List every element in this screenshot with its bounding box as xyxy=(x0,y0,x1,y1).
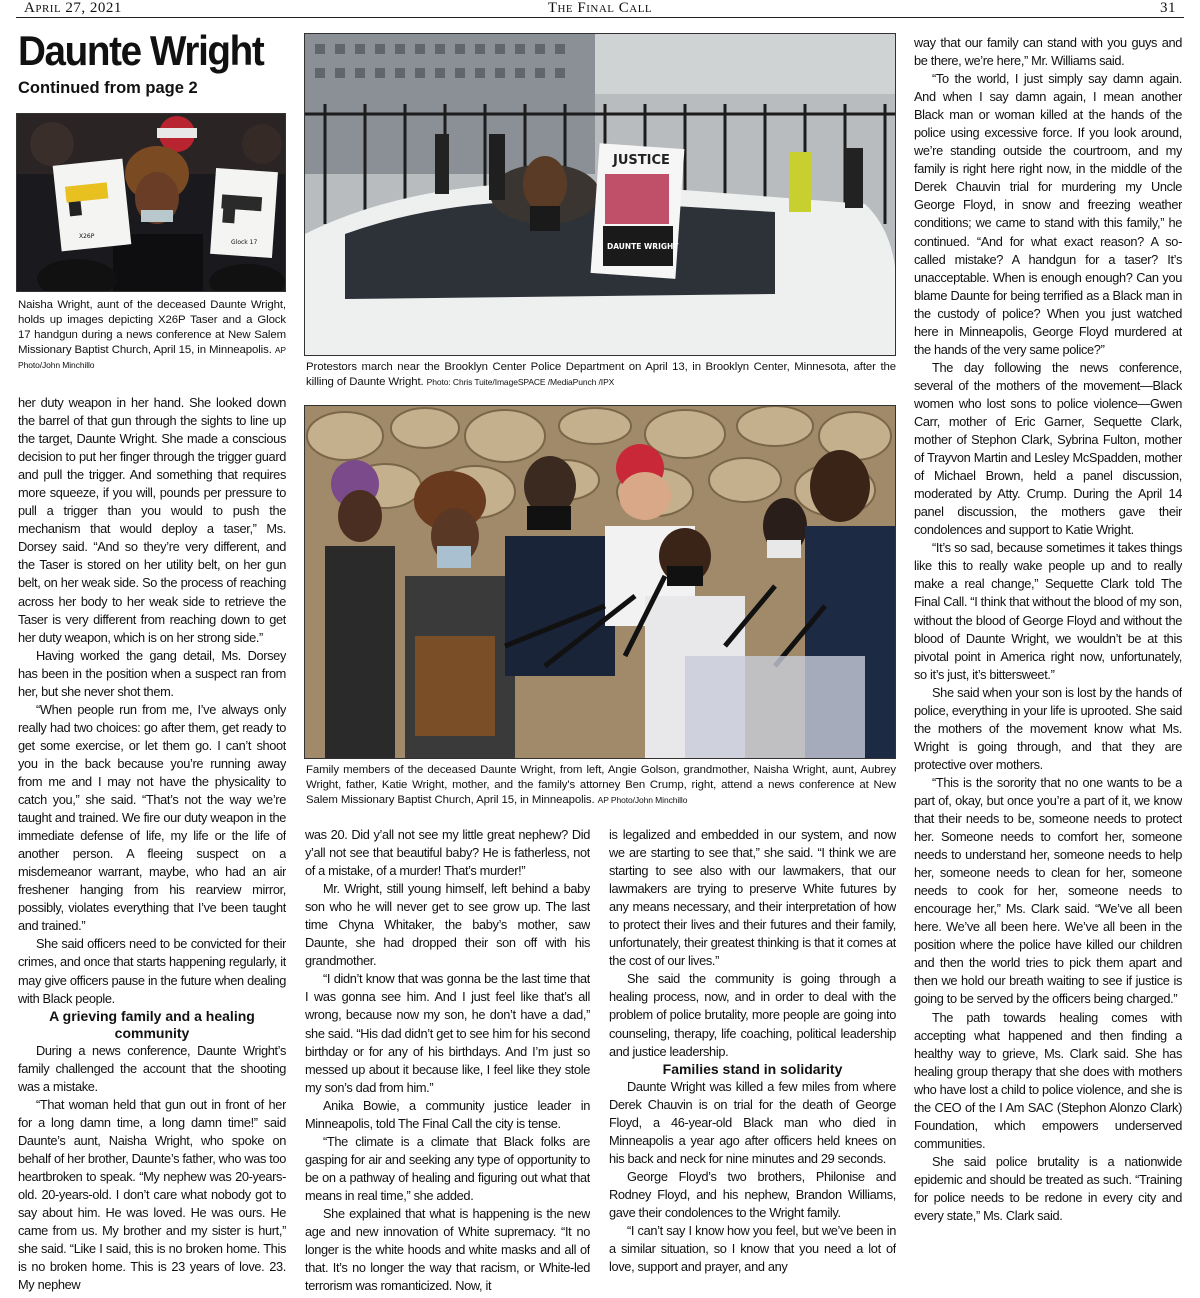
article-column-1 xyxy=(18,394,286,1296)
masthead xyxy=(16,0,1184,18)
photo-naisha-wright xyxy=(16,113,286,292)
issue-date: April 27, 2021 xyxy=(24,0,122,16)
publication-name: The Final Call xyxy=(547,0,653,16)
caption-text: Naisha Wright, aunt of the deceased Daunte Wright, holds up images depicting X26P Taser and a Glock 17 handgun during a news conference at New Salem Missionary Baptist Church, April 15, in Minneapolis. xyxy=(18,299,286,356)
paragraph: Having worked the gang detail, Ms. Dorsey has been in the position when a suspect ran from her, but she never shot them. xyxy=(18,647,286,699)
article-headline: Daunte Wright xyxy=(18,27,264,74)
paragraph: Mr. Wright, still young himself, left behind a baby son who he will never get to see grow up. The last time Chyna Whitaker, the baby’s mother, saw Daunte, she had dropped their son off with his grandmother. xyxy=(305,881,590,969)
caption-text: Family members of the deceased Daunte Wright, from left, Angie Golson, grandmother, Naisha Wright, aunt, Aubrey Wright, father, Katie Wright, mother, and the family's attorney Ben Crump, right, attend a news conference at New Salem Missionary Baptist Church, April 15, in Minneapolis. xyxy=(306,764,896,806)
photo-naisha-wright-image xyxy=(17,114,286,292)
page-number: 31 xyxy=(1160,0,1176,16)
paragraph: “The climate is a climate that Black folks are gasping for air and seeking any type of opportunity to be on a pathway of healing and figuring out what that means in real time,” she added. xyxy=(305,1133,590,1203)
paragraph: During a news conference, Daunte Wright’s family challenged the account that the shooting was a mistake. xyxy=(18,1042,286,1094)
paragraph: Daunte Wright was killed a few miles from where Derek Chauvin is on trial for the death of George Floyd, a 46-year-old Black man who died in Minneapolis a year ago after officers held knees on his back and neck for nine minutes and 29 seconds. xyxy=(609,1078,896,1166)
photo-naisha-wright-caption xyxy=(18,298,286,373)
paragraph: She said police brutality is a nationwide epidemic and should be treated as such. “Training for police needs to be redone in every city and every state,” Ms. Clark said. xyxy=(914,1153,1182,1224)
photo-family-members xyxy=(304,405,896,759)
paragraph: is legalized and embedded in our system, and now we are starting to see that,” she said. “I think we are starting to see also with our lawmakers, that our lawmakers are trying to preserve White futures by any means necessary, and their interpretation of how to protect their lives and their futures and their family, unfortunately, their greatest thinking is that it comes at the cost of our lives.” xyxy=(609,827,896,969)
paragraph: George Floyd’s two brothers, Philonise and Rodney Floyd, and his nephew, Brandon Williams, gave their condolences to the Wright family. xyxy=(609,1168,896,1220)
paragraph: She explained that what is happening is the new age and new innovation of White supremacy. “It no longer is the white hoods and white masks and all of that. It’s no longer the way that racism, or White-led terrorism was romanticized. Now, it xyxy=(305,1205,590,1294)
photo-credit: Photo: Chris Tuite/ImageSPACE /MediaPunch /IPX xyxy=(426,377,615,387)
paragraph: “I can’t say I know how you feel, but we’ve been in a similar situation, so I know that you need a lot of love, support and prayer, and any xyxy=(609,1222,896,1275)
paragraph: way that our family can stand with you guys and be there, we’re here,” Mr. Williams said. xyxy=(914,35,1182,69)
paragraph: her duty weapon in her hand. She looked down the barrel of that gun through the sights to line up the target, Daunte Wright. She made a conscious decision to put her finger through the trigger guard and pull the trigger. And something that requires more squeeze, if you will, pounds per pressure to pull a trigger than you would to push the mechanism that would deploy a taser,” Ms. Dorsey said. “And so they’re very different, and the Taser is stored on her utility belt, on her gun belt, on her weak side. So the process of reaching across her body to her weak side to retrieve the Taser is very different from reaching down to get her duty weapon, which is on her strong side.” xyxy=(18,395,286,645)
paragraph: “This is the sorority that no one wants to be a part of, okay, but once you’re a part of it, we know that their needs to be, someone needs to protect her. Someone needs to comfort her, someone needs to understand her, someone needs to help her, someone needs to clean for her, someone needs to cook for her, someone needs to encourage her,” Ms. Clark said. “We’ve all been here. We’ve all been here. We’ve all been in the position where the police have killed our children and then the world tries to pick them apart and then we hold our breath waiting to see if justice is going to be served by the officers being charged.” xyxy=(914,774,1182,1007)
article-column-2 xyxy=(305,826,590,1296)
sign-x26p-text: X26P xyxy=(79,233,95,240)
photo-protestor-car-image xyxy=(305,34,896,356)
sign-daunte-text: DAUNTE WRIGHT xyxy=(607,242,679,251)
photo-protestor-caption xyxy=(306,360,896,390)
continued-from-label: Continued from page 2 xyxy=(18,79,198,97)
photo-family-members-image xyxy=(305,406,896,759)
paragraph: She said the community is going through a healing process, now, and in order to deal with the problem of police brutality, more people are going into counseling, therapy, life coaching, political leadership and justice leadership. xyxy=(609,971,896,1059)
article-column-3 xyxy=(609,826,896,1296)
paragraph: She said when your son is lost by the hands of police, everything in your life is uprooted. She said the mothers of the movement know what Ms. Wright is going through, and that they are protective over mothers. xyxy=(914,684,1182,772)
sign-glock-text: Glock 17 xyxy=(231,239,258,246)
paragraph: She said officers need to be convicted for their crimes, and once that starts happening regularly, it may give officers pause in the future when dealing with Black people. xyxy=(18,936,286,1006)
caption-text: Protestors march near the Brooklyn Center Police Department on April 13, in Brooklyn Center, Minnesota, after the killing of Daunte Wright. xyxy=(306,361,896,388)
sign-justice-text: JUSTICE xyxy=(613,153,670,168)
section-subhead: A grieving family and a healing community xyxy=(49,1007,255,1041)
paragraph: “I didn’t know that was gonna be the last time that I was gonna see him. And I just feel like that’s all wrong, because now my son, he don’t have a dad,” she said. “His dad didn’t get to see him for his second birthday or for any of his birthdays. And I’m just so messed up about it because like, I feel like they stole my son’s dad from him.” xyxy=(305,971,590,1095)
paragraph: “It’s so sad, because sometimes it takes things like this to really wake people up and to really make a real change,” Sequette Clark told The Final Call. “I think that without the blood of my son, without the blood of George Floyd and without the blood of Daunte Wright, we wouldn’t be at this pivotal point in America right now, unfortunately, so it’s just, it’s bittersweet.” xyxy=(914,540,1182,682)
paragraph: “That woman held that gun out in front of her for a long damn time, a long damn time!” said Daunte’s aunt, Naisha Wright, who spoke on behalf of her brother, Daunte’s father, who was too heartbroken to speak. “My nephew was 20-years-old. 20-years-old. I don’t care what nobody got to say about him. He was loved. He was ours. He came from us. My brother and my sister is hurt,” she said. “Like I said, this is no broken home. This is no broken home. This is 23 years of love. 23. My nephew xyxy=(18,1096,286,1293)
photo-credit: AP Photo/John Minchillo xyxy=(597,795,688,805)
section-subhead: Families stand in solidarity xyxy=(662,1060,843,1077)
paragraph: Anika Bowie, a community justice leader in Minneapolis, told The Final Call the city is tense. xyxy=(305,1097,590,1131)
paragraph: The day following the news conference, several of the mothers of the movement—Black women who lost sons to police violence—Gwen Carr, mother of Eric Garner, Sequette Clark, mother of Stephon Clark, Sybrina Fulton, mother of Trayvon Martin and Lesley McSpadden, mother of Michael Brown, held a panel discussion, moderated by Atty. Crump. During the April 14 panel discussion, the mothers gave their condolences and support to Katie Wright. xyxy=(914,359,1182,538)
article-column-4 xyxy=(914,34,1182,1296)
paragraph: “To the world, I just simply say damn again. And when I say damn again, I mean another Black man or woman killed at the hands of the police using excessive force. If you look around, we’re standing outside the courtroom, and my family is right here right now, in the middle of the Derek Chauvin trial for murdering my Uncle George Floyd, in snow and freezing weather conditions; we came to stand with this family,” he continued. “And for what exact reason? A so-called mistake? A handgun for a taser? It’s unacceptable. When is enough enough? Can you blame Daunte for being terrified as a Black man in the custody of police? When you just watched here in Minneapolis, George Floyd murdered at the hands of the very same police?” xyxy=(914,71,1182,357)
photo-family-caption xyxy=(306,763,896,808)
photo-credit: AP Photo/John Minchillo xyxy=(18,345,286,370)
paragraph: was 20. Did y’all not see my little great nephew? Did y’all not see that beautiful baby? He is fatherless, not of a mistake, of a murder! That’s murder!” xyxy=(305,827,590,879)
paragraph: “When people run from me, I’ve always only really had two choices: go after them, get ready to get some exercise, or let them go. I can’t shoot you in the back because you’re running away from me and I may not have the physicality to catch you,” she said. “That’s not the way we’re taught and trained. We fire our duty weapon in the immediate defense of life, my life or the life of another person. A fleeing suspect on a misdemeanor warrant, maybe, who had an air freshener hanging from his rearview mirror, possibly, violates everything that I’ve been taught and trained.” xyxy=(18,701,286,934)
paragraph: The path towards healing comes with accepting what happened and then finding a healthy way to grieve, Ms. Clark said. She has healing group therapy that she does with mothers who have lost a child to police violence, and she is the CEO of the I Am SAC (Stephon Alonzo Clark) Foundation, which empowers underserved communities. xyxy=(914,1009,1182,1151)
photo-protestor-car xyxy=(304,33,896,356)
